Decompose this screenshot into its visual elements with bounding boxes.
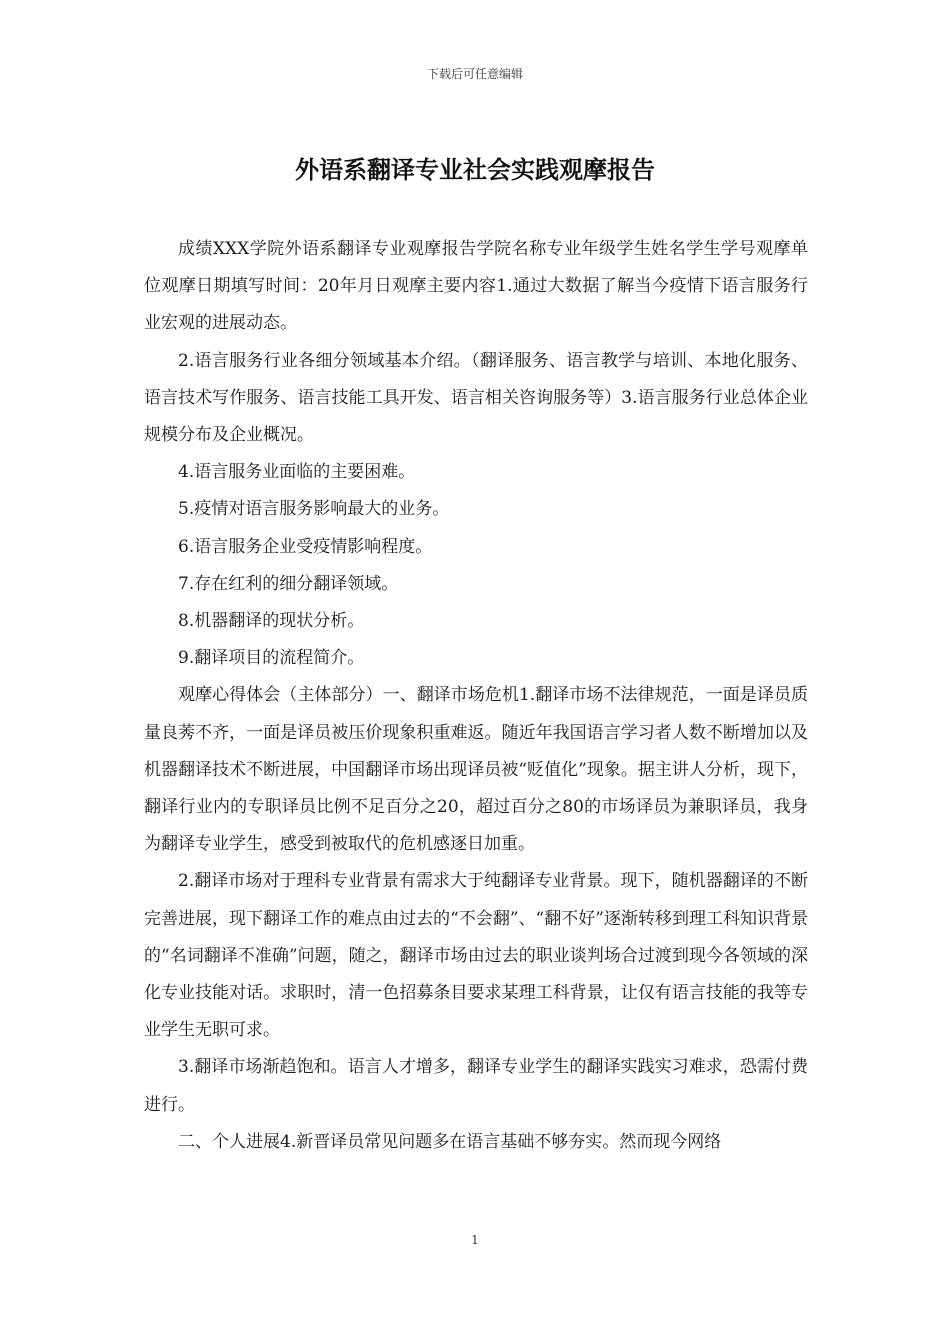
- paragraph: 4.语言服务业面临的主要困难。: [178, 462, 416, 483]
- paragraph: 8.机器翻译的现状分析。: [178, 611, 365, 632]
- paragraph: 5.疫情对语言服务影响最大的业务。: [178, 499, 450, 520]
- paragraph: 二、个人进展4.新晋译员常见问题多在语言基础不够夯实。然而现今网络: [178, 1131, 722, 1152]
- paragraph: 2.翻译市场对于理科专业背景有需求大于纯翻译专业背景。现下，随机器翻译的不断完善进展，现下翻译工作的难点由过去的“不会翻”、“翻不好”逐渐转移到理工科知识背景的“名词翻译不准确”问题，随之，翻译市场由过去的职业谈判场合过渡到现今各领域的深化专业技能对话。求职时，清一色招募条目要求某理工科背景，让仅有语言技能的我等专业学生无职可求。: [144, 871, 808, 1041]
- page-number: 1: [471, 1233, 479, 1247]
- page-header: 下载后可任意编辑: [426, 67, 523, 81]
- paragraph: 9.翻译项目的流程简介。: [178, 648, 365, 669]
- paragraph: 2.语言服务行业各细分领域基本介绍。（翻译服务、语言教学与培训、本地化服务、语言技术写作服务、语言技能工具开发、语言相关咨询服务等）3.语言服务行业总体企业规模分布及企业概况。: [144, 350, 808, 446]
- paragraph: 观摩心得体会（主体部分）一、翻译市场危机1.翻译市场不法律规范，一面是译员质量良莠不齐，一面是译员被压价现象积重难返。随近年我国语言学习者人数不断增加以及机器翻译技术不断进展，中国翻译市场出现译员被“贬值化”现象。据主讲人分析，现下，翻译行业内的专职译员比例不足百分之20，超过百分之80的市场译员为兼职译员，我身为翻译专业学生，感受到被取代的危机感逐日加重。: [144, 685, 808, 855]
- paragraph: 6.语言服务企业受疫情影响程度。: [178, 536, 433, 557]
- document-body: [144, 231, 808, 1161]
- paragraph: 成绩XXX学院外语系翻译专业观摩报告学院名称专业年级学生姓名学生学号观摩单位观摩日期填写时间：20年月日观摩主要内容1.通过大数据了解当今疫情下语言服务行业宏观的进展动态。: [144, 239, 808, 334]
- paragraph: 3.翻译市场渐趋饱和。语言人才增多，翻译专业学生的翻译实践实习难求，恐需付费进行。: [144, 1057, 808, 1115]
- paragraph: 7.存在红利的细分翻译领域。: [178, 573, 399, 594]
- document-title: 外语系翻译专业社会实践观摩报告: [295, 155, 655, 184]
